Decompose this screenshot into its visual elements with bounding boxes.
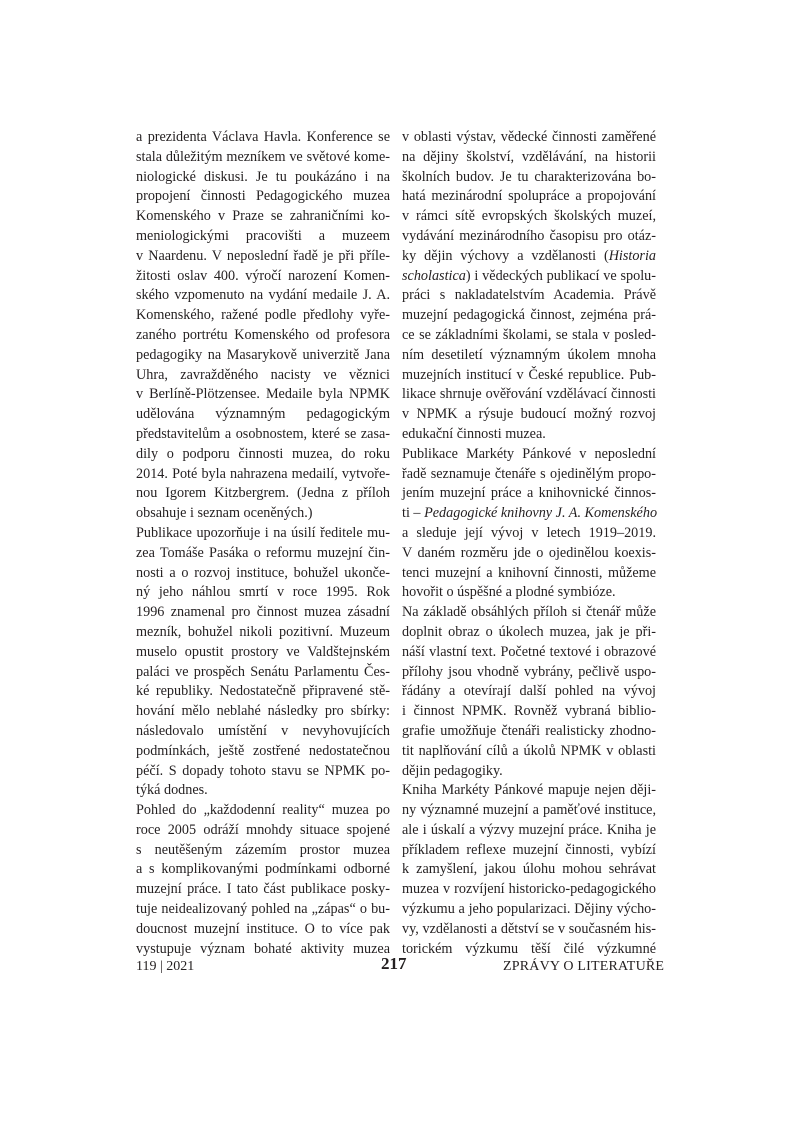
text-line: stala důležitým mezníkem ve světové kome- — [136, 148, 390, 165]
right-text-column — [402, 128, 656, 959]
text-line: hovořit o úspěšné a plodné symbióze. — [402, 584, 616, 601]
text-line: příkladem reflexe muzejní činnosti, vybízí — [402, 841, 656, 858]
text-line: k zamyšlení, jakou úlohu mohou sehrávat — [402, 861, 656, 878]
text-line: ského vzpomenuto na vydání medaile J. A. — [136, 287, 390, 304]
text-line: školních budov. Je tu charakterizována bo- — [402, 168, 656, 185]
paragraph — [136, 128, 390, 524]
text-line: následovalo umístění v nevyhovujících — [136, 722, 390, 739]
text-line: představitelům a osobnostem, které se zasa- — [136, 425, 390, 442]
text-line: Komenského v Praze se zahraničními ko- — [136, 208, 390, 225]
text-line: scholastica) i vědeckých publikací ve spolu- — [402, 267, 656, 284]
text-line: s neutěšeným zázemím prostor muzea — [136, 841, 390, 858]
text-line: muzejní pedagogická činnost, zejména prá- — [402, 307, 656, 324]
text-line: tenci muzejní a knihovní činnosti, můžeme — [402, 564, 656, 581]
text-line: muzea v rozvíjení historicko-pedagogického — [402, 881, 656, 898]
italic-title: scholastica — [402, 267, 466, 284]
text-line: 2014. Poté byla nahrazena medailí, vytvoře- — [136, 465, 390, 482]
text-line: ním desetiletí významným úkolem mnoha — [402, 346, 656, 363]
text-line: výzkumu a jeho popularizaci. Dějiny výcho- — [402, 901, 656, 918]
text-line: péčí. S dopady tohoto stavu se NPMK po- — [136, 762, 390, 779]
text-line: edukační činnosti muzea. — [402, 425, 546, 442]
text-line: práci s nakladatelstvím Academia. Právě — [402, 287, 656, 304]
paragraph — [402, 781, 656, 959]
text-line: ti – Pedagogické knihovny J. A. Komenského — [402, 505, 658, 522]
text-line: likace shrnuje ověřování vzdělávací činnosti — [402, 386, 656, 403]
text-line: grafie umožňuje čtenáři realisticky zhodno- — [402, 722, 656, 739]
text-line: řádány a otevírají další pohled na vývoj — [402, 683, 656, 700]
text-line: tuje neidealizovaný pohled na „zápas“ o bu- — [136, 901, 390, 918]
text-line: Publikace Markéty Pánkové v neposlední — [402, 445, 656, 462]
text-line: meniologickými pracovišti a muzeem — [136, 227, 390, 244]
text-line: ny významné muzejní a paměťové instituce, — [402, 802, 656, 819]
text-line: tit naplňování cílů a úkolů NPMK v oblasti — [402, 742, 656, 759]
text-line: muzejní práce. I tato část publikace posky- — [136, 881, 390, 898]
paragraph — [402, 445, 656, 603]
paragraph — [402, 128, 656, 445]
text-line: dily o podporu činnosti muzea, do roku — [136, 445, 390, 462]
text-line: hatá mezinárodní spolupráce a propojování — [402, 188, 656, 205]
text-line: zaného portrétu Komenského od profesora — [136, 326, 390, 343]
text-line: dějin pedagogiky. — [402, 762, 503, 779]
text-line: přílohy jsou vhodně vybrány, pečlivě uspo- — [402, 663, 656, 680]
text-line: v Berlíně-Plötzensee. Medaile byla NPMK — [136, 386, 390, 403]
text-line: roce 2005 odráží mnohdy situace spojené — [136, 821, 390, 838]
text-line: V daném rozměru jde o ojedinělou koexis- — [402, 544, 656, 561]
text-line: v Naardenu. V neposlední řadě je při příle- — [136, 247, 390, 264]
text-line: náší vlastní text. Početné textové i obrazové — [402, 643, 656, 660]
text-line: na dějiny školství, vzdělávání, na historii — [402, 148, 656, 165]
text-line: mezník, bohužel nikoli pozitivní. Muzeum — [136, 623, 390, 640]
text-line: ce se základními školami, se stala v posled- — [402, 326, 656, 343]
text-line: jením muzejní práce a knihovnické činnos- — [402, 485, 656, 502]
text-line: muzejních institucí v České republice. Pub- — [402, 366, 656, 383]
text-line: vydávání mezinárodního časopisu pro otáz- — [402, 227, 656, 244]
text-line: obsahuje i seznam oceněných.) — [136, 505, 313, 522]
text-line: paláci ve prospěch Senátu Parlamentu Čes- — [136, 663, 390, 680]
text-line: žitosti oslav 400. výročí narození Komen- — [136, 267, 390, 284]
text-line: niologické diskusi. Je tu poukázáno i na — [136, 168, 390, 185]
text-line: ný jeho náhlou smrtí v roce 1995. Rok — [136, 584, 390, 601]
text-line: ké republiky. Nedostatečně připravené stě- — [136, 683, 390, 700]
italic-title: Pedagogické knihovny J. A. Komenského — [424, 505, 658, 522]
paragraph — [402, 603, 656, 781]
text-line: řadě seznamuje čtenáře s ojedinělým propo- — [402, 465, 656, 482]
text-line: i činnost NPMK. Rovněž vybraná biblio- — [402, 703, 656, 720]
paragraph — [136, 801, 390, 959]
text-line: Pohled do „každodenní reality“ muzea po — [136, 802, 390, 819]
text-line: Na základě obsáhlých příloh si čtenář může — [402, 604, 656, 621]
text-line: a sleduje její vývoj v letech 1919–2019. — [402, 524, 656, 541]
left-text-column — [136, 128, 390, 959]
text-line: a s komplikovanými podmínkami odborné — [136, 861, 390, 878]
running-section-title: ZPRÁVY O LITERATUŘE — [503, 959, 665, 974]
text-line: Publikace upozorňuje i na úsilí ředitele mu- — [136, 524, 390, 541]
text-line: doucnost muzejní instituce. O to více pak — [136, 920, 390, 937]
text-line: doplnit obraz o úkolech muzea, jak je při- — [402, 623, 656, 640]
text-line: torickém výzkumu těší čilé výzkumné — [402, 940, 656, 957]
text-line: nosti a o rozvoj instituce, bohužel ukonče- — [136, 564, 390, 581]
text-line: podmínkách, ještě zostřené nedostatečnou — [136, 742, 390, 759]
text-line: týká dodnes. — [136, 782, 208, 799]
italic-title: Historia — [608, 247, 656, 264]
text-line: v oblasti výstav, vědecké činnosti zaměřené — [402, 129, 656, 145]
text-line: hování mělo neblahé následky pro sbírky: — [136, 703, 390, 720]
text-line: muselo opustit prostory ve Valdštejnském — [136, 643, 390, 660]
text-line: propojení činnosti Pedagogického muzea — [136, 188, 390, 205]
text-line: vy, vzdělanosti a dětství se v současném his- — [402, 920, 656, 937]
text-line: v NPMK a rýsuje budoucí možný rozvoj — [402, 406, 656, 423]
text-line: ky dějin výchovy a vzdělanosti (Historia — [402, 247, 656, 264]
text-line: ale i úskalí a výzvy muzejní práce. Kniha je — [402, 821, 656, 838]
issue-folio: 119 | 2021 — [136, 959, 195, 974]
paragraph — [136, 524, 390, 801]
text-line: a prezidenta Václava Havla. Konference se — [136, 129, 390, 145]
text-line: v rámci sítě evropských školských muzeí, — [402, 208, 656, 225]
text-line: nou Igorem Kitzbergrem. (Jedna z příloh — [136, 485, 390, 502]
text-line: Kniha Markéty Pánkové mapuje nejen ději- — [402, 782, 656, 799]
text-line: zea Tomáše Pasáka o reformu muzejní čin- — [136, 544, 390, 561]
text-line: 1996 znamenal pro činnost muzea zásadní — [136, 604, 390, 621]
text-line: Uhra, zavražděného nacisty ve věznici — [136, 366, 390, 383]
text-line: udělována významným pedagogickým — [136, 406, 390, 423]
page-number: 217 — [381, 954, 407, 973]
text-line: pedagogiky na Masarykově univerzitě Jana — [136, 346, 390, 363]
text-line: Komenského, ražené podle předlohy vyře- — [136, 307, 390, 324]
text-line: vystupuje význam bohaté aktivity muzea — [136, 940, 390, 957]
